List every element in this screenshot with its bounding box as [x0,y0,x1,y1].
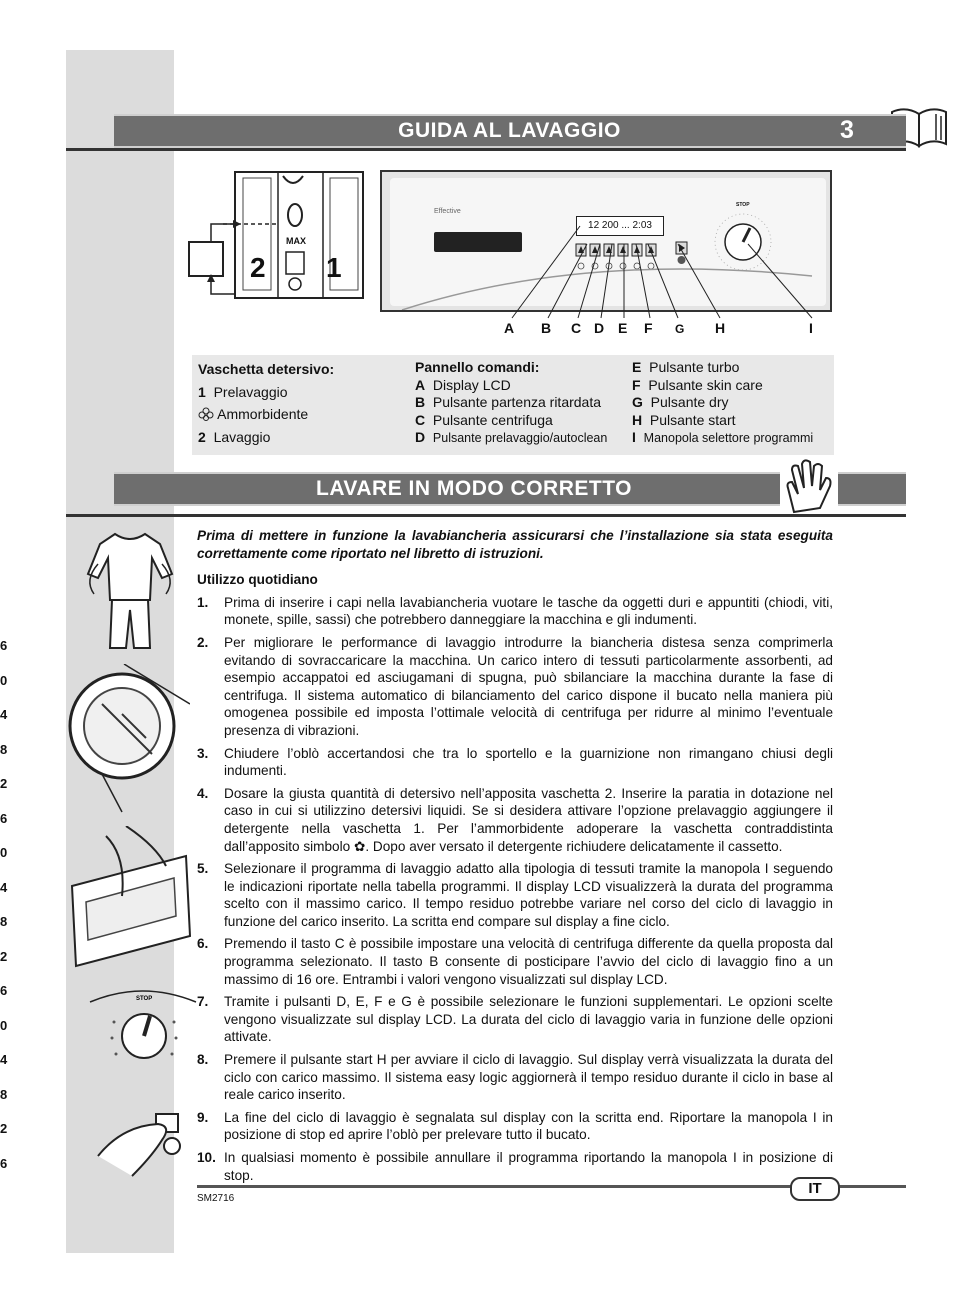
legend-panel-heading: Pannello comandi: [415,359,540,375]
drawer-label-1: 1 [326,252,342,283]
margin-digit: 2 [0,1121,8,1136]
legend-key: 1 [198,383,206,400]
item-number: 9. [197,1109,209,1125]
legend-text: Display LCD [432,376,511,393]
drawer-max-label: MAX [286,236,306,246]
intro-text: Prima di mettere in funzione la lavabiancheria assicurarsi che l’installazione sia stata eseguita correttamente come riportato nel libretto di istruzioni. [197,528,833,561]
legend-panel-2 [632,359,832,447]
chapter-number-text: 3 [840,116,854,144]
instructions [197,527,833,1184]
item-text: Tramite i pulsanti D, E, F e G è possibile selezionare le funzioni supplementari. Le opzioni scelte vengono visualizzate sul display LCD. La durata del ciclo di lavaggio varia in funzione delle opzioni attivate. [224,994,833,1045]
legend-key: H [632,411,643,428]
legend-text: Pulsante partenza ritardata [432,394,602,410]
svg-text:STOP: STOP [136,996,153,1002]
item-text: Prima di inserire i capi nella lavabiancheria vuotare le tasche da oggetti duri e appuntiti (chiodi, viti, monete, spille, sassi) che potrebbero danneggiare la macchina e gli indumenti. [224,594,833,628]
washer-door-icon [62,664,190,814]
legend-panel [415,359,633,447]
instruction-item [197,1051,833,1104]
callout-h: H [715,320,726,336]
margin-digit: 0 [0,672,8,688]
hand-box [834,472,906,506]
panel-stop-label: STOP [736,202,750,208]
hand-icon [780,458,838,516]
margin-digit: 6 [0,810,8,826]
item-text: La fine del ciclo di lavaggio è segnalata sul display con la scritta end. Riportare la manopola I in posizione di stop ed aprire l’oblò per prelevare tutto il bucato. [224,1109,833,1143]
margin-digit: 4 [0,879,8,895]
callout-e: E [618,320,628,336]
instruction-item [197,993,833,1046]
legend-text: Pulsante start [649,411,736,428]
section-title: LAVARE IN MODO CORRETTO [316,477,632,500]
drawer-label-2: 2 [250,252,266,283]
instruction-item [197,1149,833,1184]
instruction-item [197,785,833,855]
legend-text: Pulsante centrifuga [432,411,553,428]
item-number: 8. [197,1052,209,1068]
margin-digit: 6 [0,1155,8,1171]
item-number: 10. [197,1150,216,1165]
legend-key: C [415,411,426,428]
margin-digit: 0 [0,1017,8,1033]
item-text: Dosare la giusta quantità di detersivo nell’apposita vaschetta 2. Inserire la paratia in dotazione nel caso in cui si utilizzino detersivi liquidi. Se si desidera attivare l’opzione prelavaggio aggiungere il detergente nella vaschetta 1. Per l’ammorbidente adoperare la vaschetta contraddistinta dall’apposito simbolo ✿. Dopo aver versato il detergente richiudere delicatamente il cassetto. [224,785,833,854]
margin-digit: 8 [0,914,8,929]
legend-detergent [198,359,408,446]
margin-digit: 6 [0,638,8,653]
instruction-item [197,594,833,629]
callout-b: B [541,320,552,336]
item-number: 5. [197,861,209,877]
item-number: 3. [197,745,209,761]
margin-digits [0,638,12,1190]
drawer-pour-icon [66,826,198,971]
instruction-item [197,634,833,740]
legend-detergent-heading: Vaschetta detersivo: [198,361,335,377]
instruction-item [197,745,833,780]
instruction-item [197,935,833,988]
callout-c: C [571,320,582,336]
panel-brand: Effective [434,208,461,215]
item-number: 2. [197,634,209,650]
item-text: Chiudere l’oblò accertandosi che tra lo sportello e la guarnizione non rimangano chiusi degli indumenti. [224,745,833,779]
item-text: Per migliorare le performance di lavaggio introdurre la biancheria distesa senza comprimerla evitando di sovraccaricare la macchina. Un carico intero di tessuti particolarmente assorbenti, ad esempio accappatoi ed asciugamani di spugna, può sbilanciare la macchina durante la fase di centrifuga. Il sistema automatico di bilanciamento del carico dispone il bucato nella maniera più omogenea possibile ed imposta l’ottimale velocità di centrifuga per ridurre al minimo l’eventuale presenza di vibrazioni. [224,634,833,738]
item-number: 7. [197,994,209,1010]
lcd-text: 12 200 ... 2:03 [588,220,652,231]
item-number: 6. [197,936,209,952]
legend-key: I [632,429,636,445]
item-number: 1. [197,594,209,610]
section-header-lavare [114,472,834,506]
callout-a: A [504,320,515,336]
document-code: SM2716 [197,1193,235,1204]
legend-key: B [415,394,426,410]
instruction-item [197,860,833,930]
subheading: Utilizzo quotidiano [197,572,318,588]
legend-text: Pulsante skin care [648,376,763,393]
shirt-icon [80,524,180,654]
callout-i: I [809,320,813,336]
legend-text: Pulsante turbo [649,359,740,375]
legend-text: Lavaggio [213,428,271,445]
callout-lines [0,0,954,340]
legend-box [192,355,834,455]
flower-icon [198,407,214,421]
instruction-list [197,594,833,1184]
legend-key: E [632,359,642,375]
legend-key: F [632,376,641,393]
legend-key: D [415,429,426,445]
section-rule [66,514,906,517]
margin-digit: 2 [0,948,8,964]
item-number: 4. [197,785,209,801]
legend-key: G [632,394,643,410]
legend-key: 2 [198,428,206,445]
margin-digit: 6 [0,983,8,998]
language-badge: IT [790,1177,840,1201]
finger-press-icon [92,1096,192,1186]
item-text: Premendo il tasto C è possibile impostare una velocità di centrifuga differente da quella proposta dal programma selezionato. Il tasto B consente di posticipare l’avvio del ciclo di lavaggio fino a un massimo di 16 ore. Entrambi i valori vengono visualizzati sul display LCD. [224,936,833,987]
callout-f: F [644,320,653,336]
item-text: In qualsiasi momento è possibile annullare il programma riportando la manopola I in posizione di stop. [224,1150,833,1183]
instruction-item [197,1109,833,1144]
margin-digit: 8 [0,1086,8,1102]
callout-g: G [675,322,685,336]
margin-digit: 4 [0,1052,8,1067]
margin-digit: 8 [0,741,8,757]
legend-text: Prelavaggio [213,383,288,400]
legend-text: Ammorbidente [217,406,309,422]
margin-digit: 2 [0,776,8,791]
callout-d: D [594,320,605,336]
item-text: Selezionare il programma di lavaggio adatto alla tipologia di tessuti tramite la manopola I seguendo le indicazioni riportate nella tabella programmi. Il display LCD visualizzerà la durata del programma scelto con il massimo carico. Il tempo residuo potrebbe variare nel corso del ciclo di lavaggio in funzione del carico inserito. La scritta end compare sul display a fine ciclo. [224,861,833,929]
section-title: GUIDA AL LAVAGGIO [398,119,621,142]
legend-text: Pulsante prelavaggio/autoclean [432,431,608,445]
legend-text: Pulsante dry [650,394,729,410]
item-text: Premere il pulsante start H per avviare il ciclo di lavaggio. Sul display verrà visualizzata la durata del ciclo con carico massimo. Il sistema easy logic aggiornerà il tempo residuo durante il ciclo in base al reale carico inserito. [224,1052,833,1103]
margin-digit: 4 [0,707,8,722]
legend-key: A [415,376,426,393]
margin-digit: 0 [0,845,8,860]
legend-text: Manopola selettore programmi [643,431,814,445]
program-dial-icon [84,986,202,1088]
